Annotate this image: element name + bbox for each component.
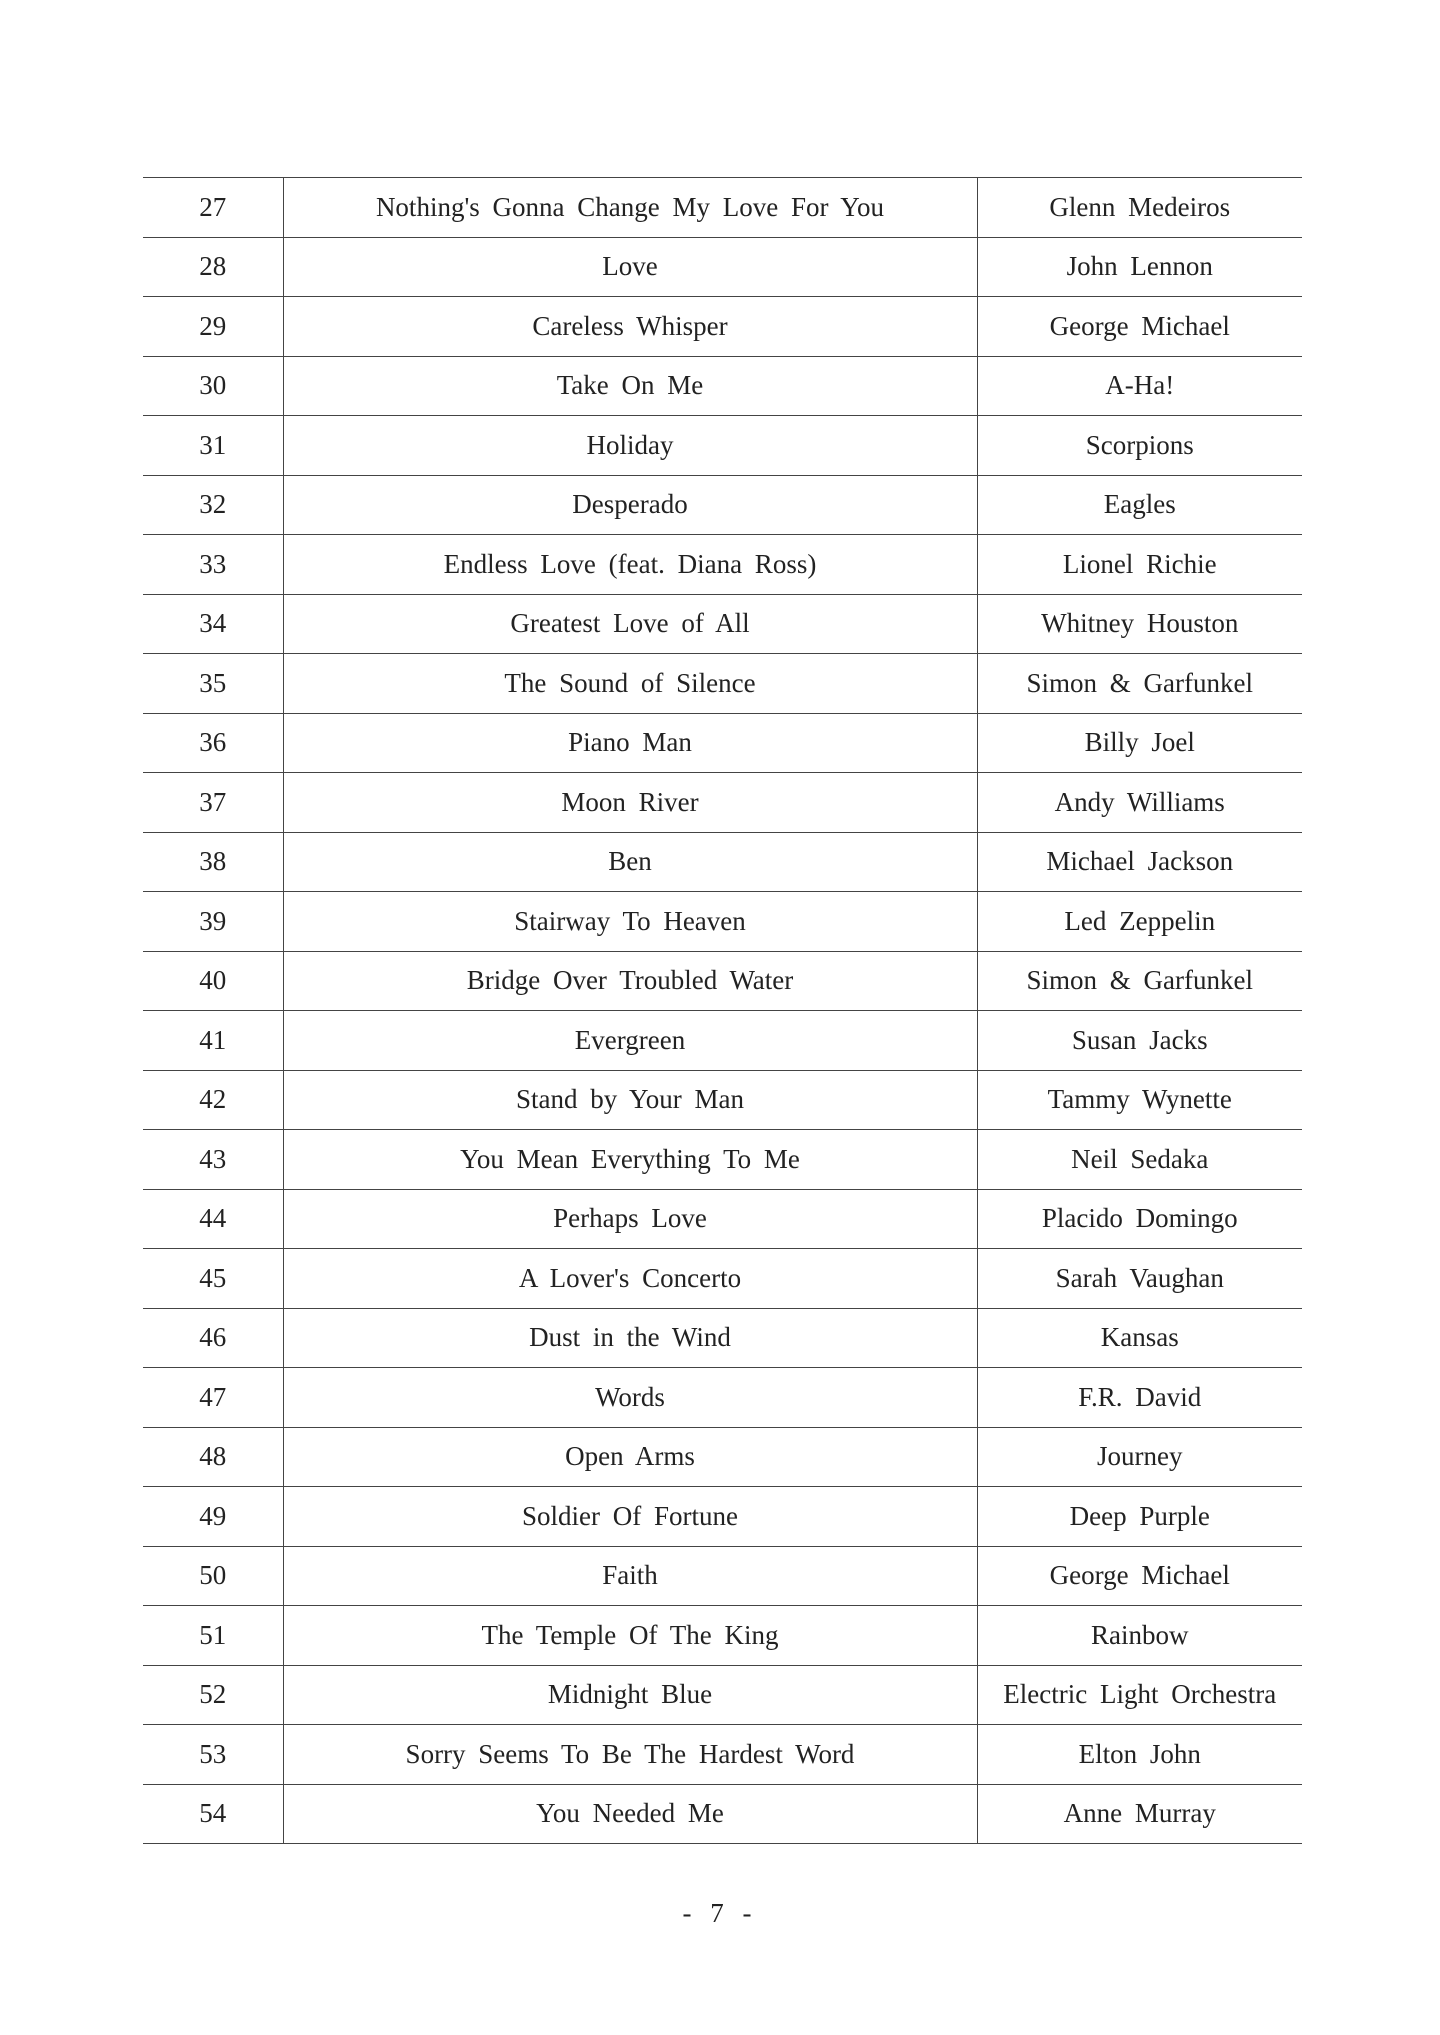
artist-name: Anne Murray <box>977 1784 1302 1844</box>
song-title: Greatest Love of All <box>283 594 977 654</box>
table-row <box>143 356 1302 416</box>
song-title: You Mean Everything To Me <box>283 1130 977 1190</box>
artist-name: Led Zeppelin <box>977 892 1302 952</box>
row-number: 53 <box>143 1725 283 1785</box>
song-title: Bridge Over Troubled Water <box>283 951 977 1011</box>
artist-name: Simon & Garfunkel <box>977 951 1302 1011</box>
table-row <box>143 1070 1302 1130</box>
song-title: Sorry Seems To Be The Hardest Word <box>283 1725 977 1785</box>
song-title: Careless Whisper <box>283 297 977 357</box>
song-title: The Temple Of The King <box>283 1606 977 1666</box>
song-title: Love <box>283 237 977 297</box>
table-row <box>143 475 1302 535</box>
table-row <box>143 178 1302 238</box>
artist-name: Kansas <box>977 1308 1302 1368</box>
song-title: Nothing's Gonna Change My Love For You <box>283 178 977 238</box>
song-title: Ben <box>283 832 977 892</box>
row-number: 37 <box>143 773 283 833</box>
song-title: Dust in the Wind <box>283 1308 977 1368</box>
table-row <box>143 1011 1302 1071</box>
artist-name: Whitney Houston <box>977 594 1302 654</box>
artist-name: John Lennon <box>977 237 1302 297</box>
song-title: Midnight Blue <box>283 1665 977 1725</box>
artist-name: Eagles <box>977 475 1302 535</box>
row-number: 29 <box>143 297 283 357</box>
artist-name: Andy Williams <box>977 773 1302 833</box>
table-row <box>143 773 1302 833</box>
table-row <box>143 1487 1302 1547</box>
table-row <box>143 535 1302 595</box>
row-number: 46 <box>143 1308 283 1368</box>
song-title: Stand by Your Man <box>283 1070 977 1130</box>
artist-name: Journey <box>977 1427 1302 1487</box>
song-list-body <box>143 178 1302 1844</box>
row-number: 31 <box>143 416 283 476</box>
row-number: 54 <box>143 1784 283 1844</box>
row-number: 47 <box>143 1368 283 1428</box>
song-title: Open Arms <box>283 1427 977 1487</box>
song-title: Moon River <box>283 773 977 833</box>
table-row <box>143 1130 1302 1190</box>
row-number: 38 <box>143 832 283 892</box>
table-row <box>143 416 1302 476</box>
table-row <box>143 1368 1302 1428</box>
table-row <box>143 713 1302 773</box>
table-row <box>143 654 1302 714</box>
table-row <box>143 832 1302 892</box>
table-row <box>143 1189 1302 1249</box>
row-number: 30 <box>143 356 283 416</box>
artist-name: Simon & Garfunkel <box>977 654 1302 714</box>
artist-name: George Michael <box>977 297 1302 357</box>
song-title: Desperado <box>283 475 977 535</box>
row-number: 51 <box>143 1606 283 1666</box>
table-row <box>143 1725 1302 1785</box>
song-title: You Needed Me <box>283 1784 977 1844</box>
artist-name: Rainbow <box>977 1606 1302 1666</box>
table-row <box>143 1308 1302 1368</box>
artist-name: Michael Jackson <box>977 832 1302 892</box>
row-number: 52 <box>143 1665 283 1725</box>
artist-name: Neil Sedaka <box>977 1130 1302 1190</box>
table-row <box>143 594 1302 654</box>
row-number: 32 <box>143 475 283 535</box>
artist-name: Billy Joel <box>977 713 1302 773</box>
song-title: Evergreen <box>283 1011 977 1071</box>
song-title: Words <box>283 1368 977 1428</box>
artist-name: Tammy Wynette <box>977 1070 1302 1130</box>
artist-name: Glenn Medeiros <box>977 178 1302 238</box>
song-title: Stairway To Heaven <box>283 892 977 952</box>
row-number: 45 <box>143 1249 283 1309</box>
row-number: 39 <box>143 892 283 952</box>
page-number: - 7 - <box>682 1898 758 1928</box>
table-row <box>143 297 1302 357</box>
artist-name: Deep Purple <box>977 1487 1302 1547</box>
song-title: A Lover's Concerto <box>283 1249 977 1309</box>
table-row <box>143 1546 1302 1606</box>
song-title: Take On Me <box>283 356 977 416</box>
row-number: 40 <box>143 951 283 1011</box>
row-number: 42 <box>143 1070 283 1130</box>
song-title: Soldier Of Fortune <box>283 1487 977 1547</box>
table-row <box>143 1249 1302 1309</box>
row-number: 28 <box>143 237 283 297</box>
song-title: Faith <box>283 1546 977 1606</box>
row-number: 48 <box>143 1427 283 1487</box>
row-number: 43 <box>143 1130 283 1190</box>
row-number: 27 <box>143 178 283 238</box>
table-row <box>143 1784 1302 1844</box>
table-row <box>143 892 1302 952</box>
row-number: 49 <box>143 1487 283 1547</box>
artist-name: A-Ha! <box>977 356 1302 416</box>
song-title: Piano Man <box>283 713 977 773</box>
artist-name: Placido Domingo <box>977 1189 1302 1249</box>
row-number: 34 <box>143 594 283 654</box>
artist-name: F.R. David <box>977 1368 1302 1428</box>
table-row <box>143 951 1302 1011</box>
song-title: Perhaps Love <box>283 1189 977 1249</box>
table-row <box>143 1606 1302 1666</box>
artist-name: Susan Jacks <box>977 1011 1302 1071</box>
song-list-table <box>143 177 1302 1844</box>
artist-name: Elton John <box>977 1725 1302 1785</box>
song-title: The Sound of Silence <box>283 654 977 714</box>
artist-name: George Michael <box>977 1546 1302 1606</box>
song-title: Endless Love (feat. Diana Ross) <box>283 535 977 595</box>
table-row <box>143 1427 1302 1487</box>
artist-name: Lionel Richie <box>977 535 1302 595</box>
song-title: Holiday <box>283 416 977 476</box>
table-row <box>143 237 1302 297</box>
artist-name: Electric Light Orchestra <box>977 1665 1302 1725</box>
row-number: 44 <box>143 1189 283 1249</box>
artist-name: Sarah Vaughan <box>977 1249 1302 1309</box>
row-number: 50 <box>143 1546 283 1606</box>
table-row <box>143 1665 1302 1725</box>
row-number: 41 <box>143 1011 283 1071</box>
artist-name: Scorpions <box>977 416 1302 476</box>
row-number: 36 <box>143 713 283 773</box>
row-number: 35 <box>143 654 283 714</box>
row-number: 33 <box>143 535 283 595</box>
